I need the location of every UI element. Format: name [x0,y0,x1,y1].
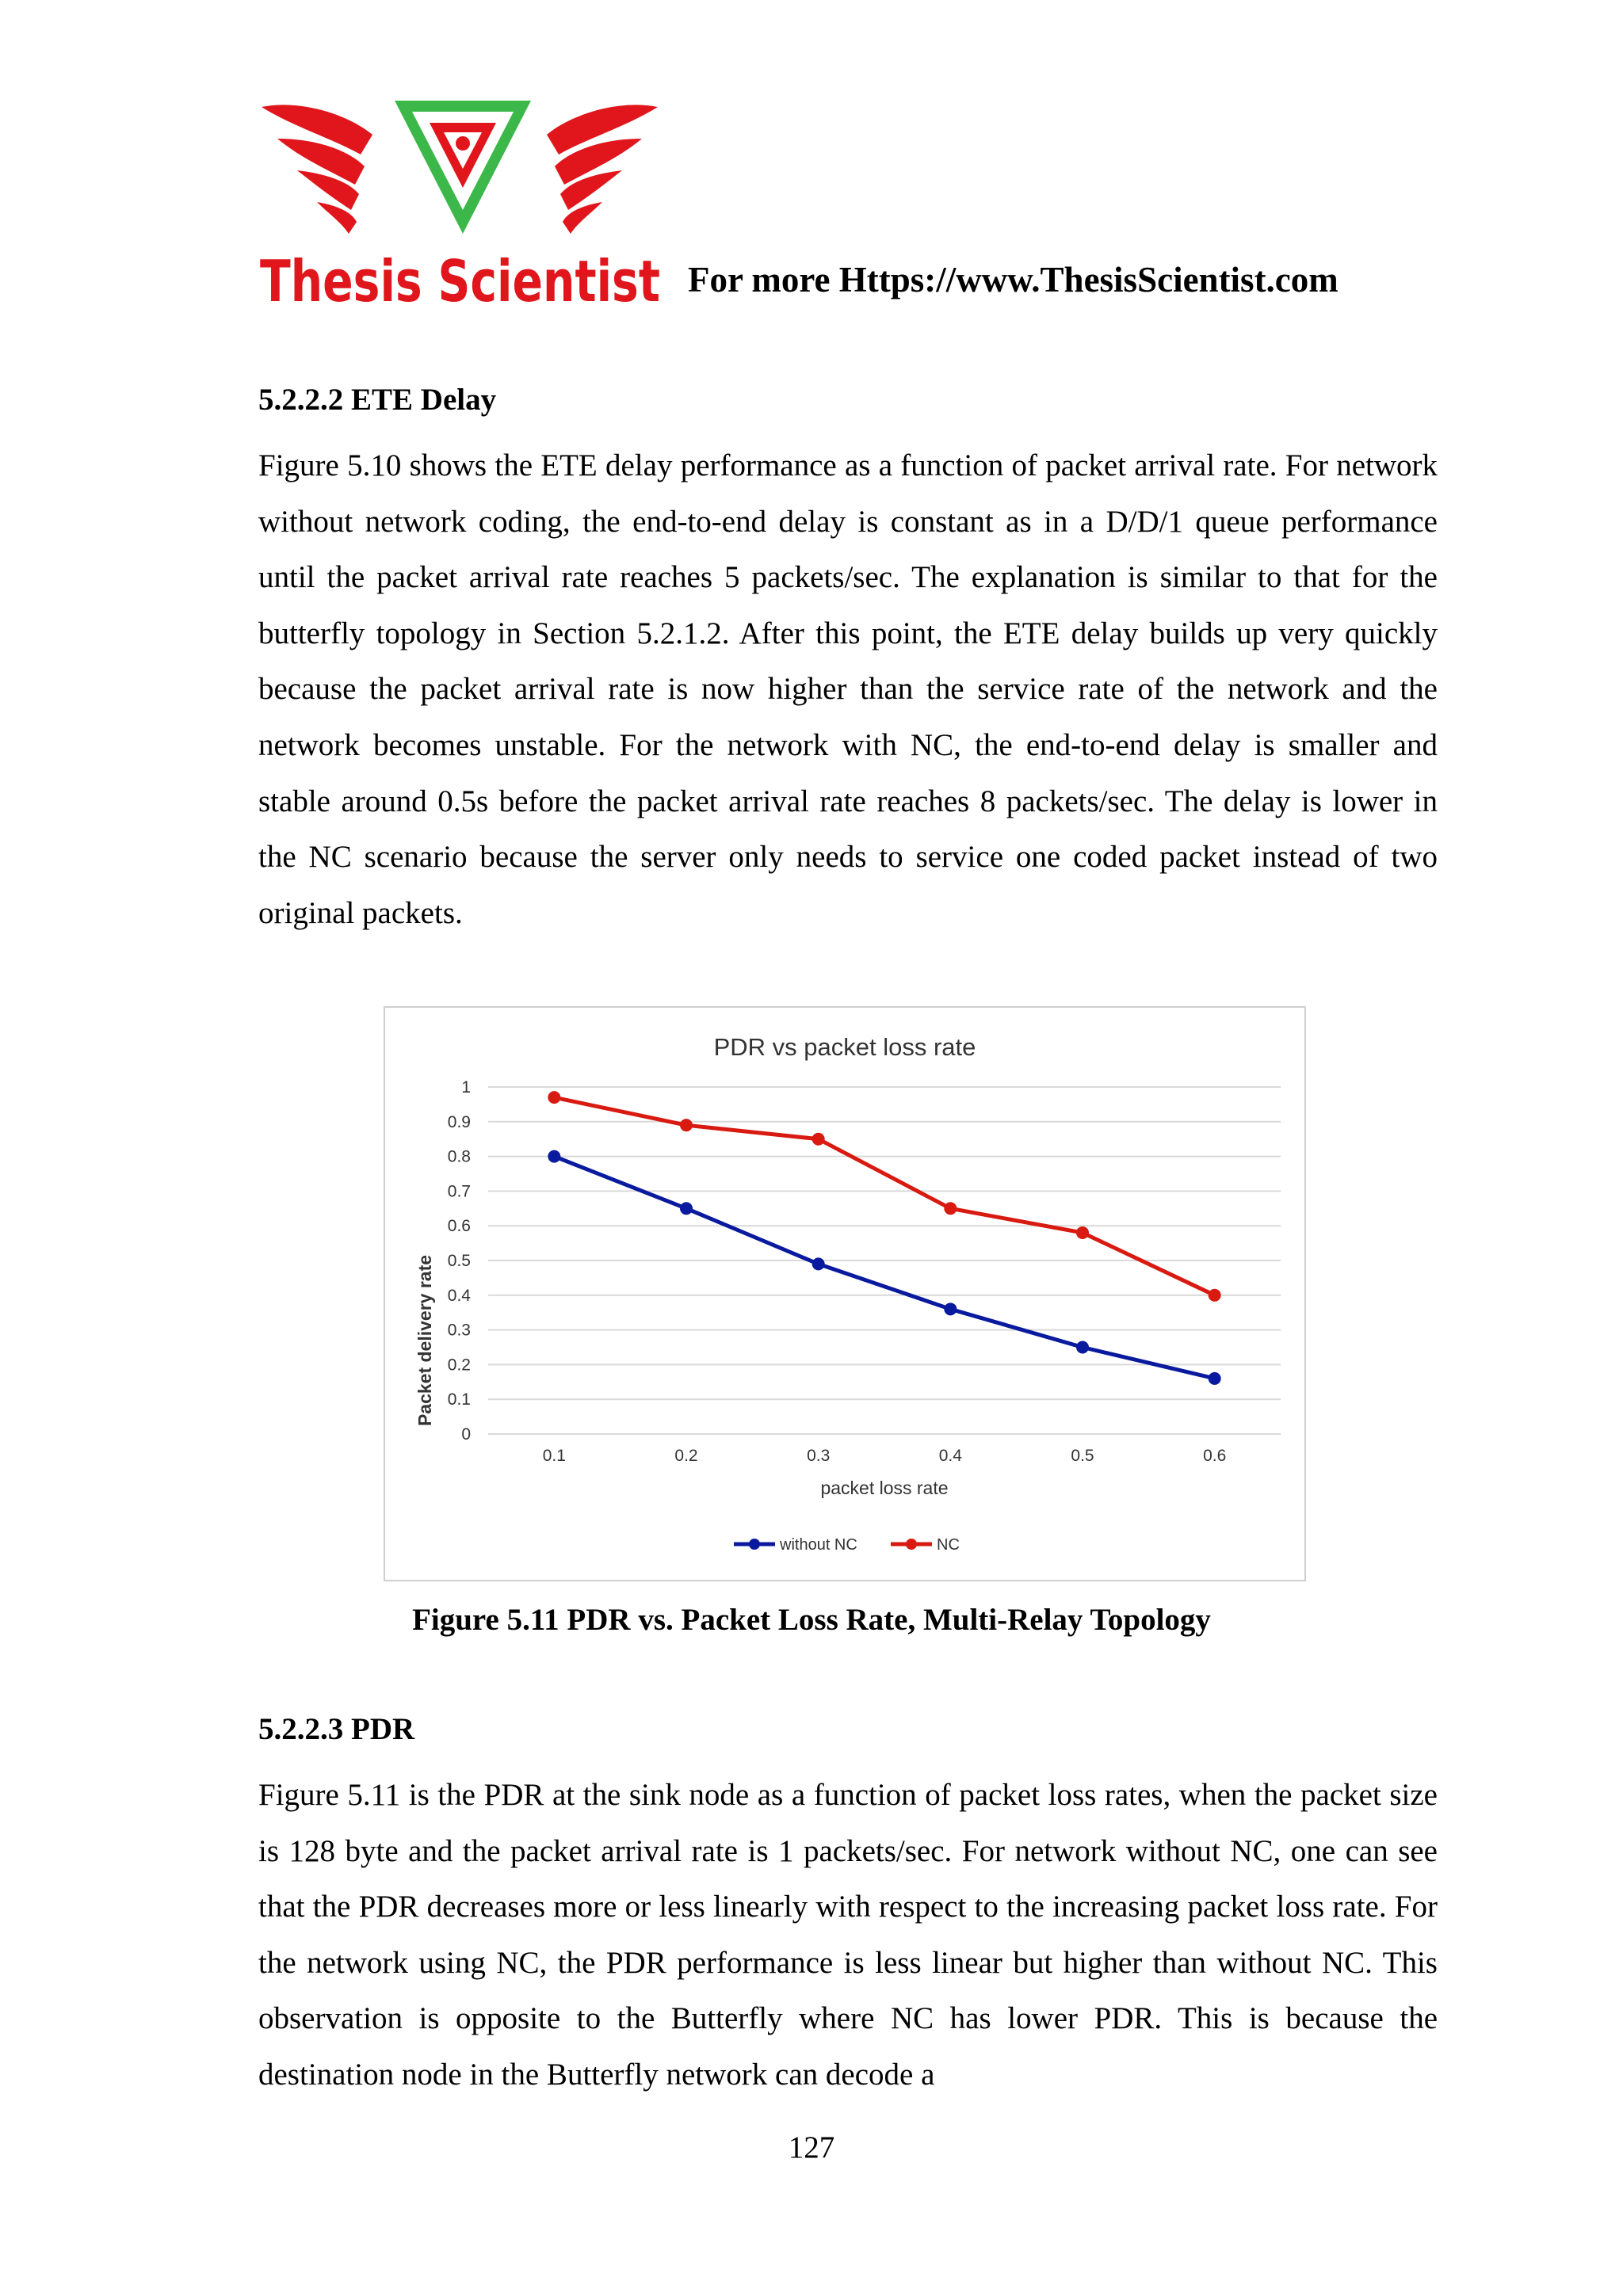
data-point [680,1202,693,1215]
data-point [680,1119,693,1131]
x-tick-label: 0.4 [938,1447,962,1465]
pdr-chart [384,1006,1306,1581]
data-point [1076,1226,1089,1239]
y-tick-label: 0.3 [447,1321,471,1340]
legend-label: NC [937,1536,960,1554]
page-number: 127 [788,2130,835,2164]
y-axis-label: Packet delivery rate [414,1254,435,1427]
y-tick-label: 0.5 [447,1252,471,1270]
y-tick-label: 0 [461,1425,471,1444]
x-tick-label: 0.2 [674,1447,698,1465]
website-link[interactable]: For more Https://www.ThesisScientist.com [688,260,1338,299]
data-point [812,1133,825,1146]
y-tick-label: 1 [461,1078,471,1097]
data-point [548,1091,560,1104]
y-tick-label: 0.7 [447,1182,471,1201]
legend-swatch-marker [906,1539,917,1550]
y-tick-label: 0.4 [447,1286,471,1305]
paragraph-ete-delay: Figure 5.10 shows the ETE delay performance as a function of packet arrival rate. For network without network coding, the end-to-end delay is constant as in a D/D/1 queue performance until the packet arrival rate reaches 5 packets/sec. The explanation is similar to that for the butterfly topology in Section 5.2.1.2. After this point, the ETE delay builds up very quickly because the packet arrival rate is now higher than the service rate of the network and the network becomes unstable. For the network with NC, the end-to-end delay is smaller and stable around 0.5s before the packet arrival rate reaches 8 packets/sec. The delay is lower in the NC scenario because the server only needs to service one coded packet instead of two original packets. [258,448,1438,930]
x-tick-label: 0.1 [542,1447,566,1465]
x-tick-label: 0.5 [1071,1447,1094,1465]
y-tick-label: 0.9 [447,1112,471,1131]
paragraph-pdr: Figure 5.11 is the PDR at the sink node as a function of packet loss rates, when the packet size is 128 byte and the packet arrival rate is 1 packets/sec. For network without NC, one can see that the PDR decreases more or less linearly with respect to the increasing packet loss rate. For the network using NC, the PDR performance is less linear but higher than without NC. This observation is opposite to the Butterfly where NC has lower PDR. This is because the destination node in the Butterfly network can decode a [258,1778,1438,2092]
data-point [1209,1289,1221,1302]
y-tick-label: 0.6 [447,1217,471,1236]
left-wing-icon [262,105,372,234]
pdr-chart-svg [385,1008,1304,1580]
series-line-without-nc [554,1157,1214,1379]
y-tick-label: 0.1 [447,1390,471,1409]
section-heading-pdr: 5.2.2.3 PDR [258,1712,415,1746]
data-point [1076,1341,1089,1354]
chart-title: PDR vs packet loss rate [713,1033,976,1061]
thesis-scientist-logo [254,91,666,313]
data-point [1209,1372,1221,1385]
figure-caption: Figure 5.11 PDR vs. Packet Loss Rate, Multi-Relay Topology [412,1603,1211,1637]
right-wing-icon [547,105,658,234]
chart-legend [734,1536,960,1554]
triangle-emblem-icon [395,101,531,234]
data-point [944,1302,957,1315]
x-axis-label: packet loss rate [820,1478,949,1498]
section-heading-ete-delay: 5.2.2.2 ETE Delay [258,383,497,417]
y-tick-label: 0.8 [447,1147,471,1166]
data-point [812,1257,825,1270]
legend-swatch-marker [749,1539,760,1550]
page-header [254,91,1426,313]
logo-wordmark: Thesis Scientist [260,248,660,315]
x-tick-label: 0.6 [1203,1447,1227,1465]
y-tick-label: 0.2 [447,1356,471,1375]
x-tick-label: 0.3 [807,1447,831,1465]
legend-label: without NC [780,1536,857,1554]
data-point [548,1150,560,1163]
data-point [944,1202,957,1215]
